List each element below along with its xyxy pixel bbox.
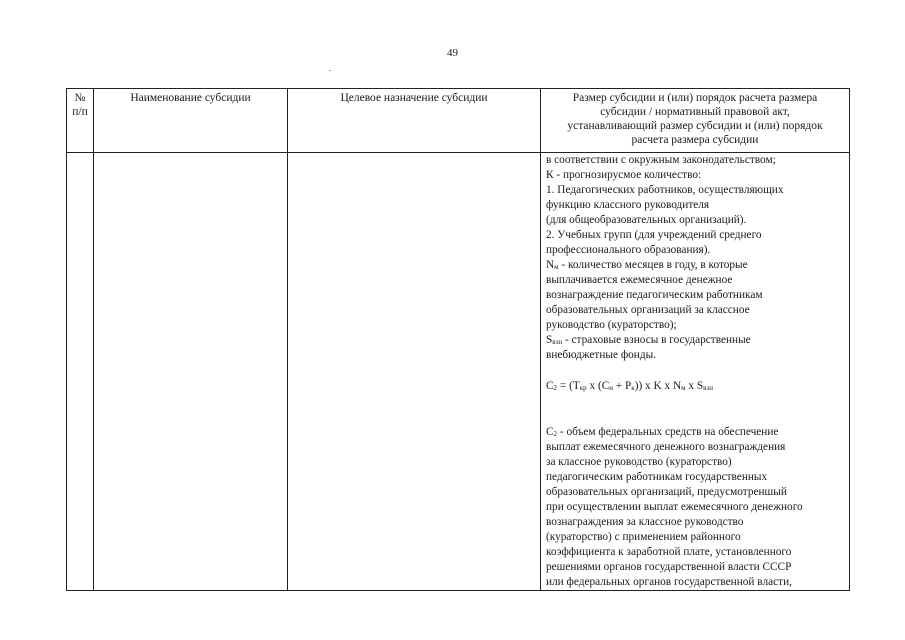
cell-subsidy-amount xyxy=(541,153,850,591)
text-line: (для общеобразовательных организаций). xyxy=(546,214,747,226)
text-line: функцию классного руководителя xyxy=(546,199,710,211)
text-line: внебюджетные фонды. xyxy=(546,349,657,361)
text-line: выплачивается ежемесячное денежное xyxy=(546,274,733,286)
header-number: № п/п xyxy=(67,89,94,153)
table-header-row xyxy=(67,89,850,153)
svzn-definition: $S_{взн}$ - страховые взносы в государственные xyxy=(546,334,751,346)
header-subsidy-amount: Размер субсидии и (или) порядок расчета размера субсидии / нормативный правовой акт, устанавливающий размер субсидии и (или) порядок расчета размера субсидии xyxy=(541,89,850,153)
header-subsidy-purpose: Целевое назначение субсидии xyxy=(288,89,541,153)
scan-speck xyxy=(329,70,331,71)
text-line: за классное руководство (кураторство) xyxy=(546,456,732,468)
text-line: профессионального образования). xyxy=(546,244,711,256)
text-line: образовательных организаций за классное xyxy=(546,304,750,316)
text-line: руководство (кураторство); xyxy=(546,319,677,331)
cell-subsidy-name xyxy=(94,153,288,591)
text-line: К - прогнозирусмое количество: xyxy=(546,169,702,181)
text-line: 2. Учебных групп (для учреждений среднего xyxy=(546,229,762,241)
text-line: вознаграждения за классное руководство xyxy=(546,516,744,528)
text-line: или федеральных органов государственной власти, xyxy=(546,576,792,588)
text-line: при осуществлении выплат ежемесячного денежного xyxy=(546,501,803,513)
text-line: вознаграждение педагогическим работникам xyxy=(546,289,763,301)
table-row xyxy=(67,153,850,591)
cell-subsidy-purpose xyxy=(288,153,541,591)
subsidy-table xyxy=(66,88,850,591)
formula: $C_2 = (T_{кр}$ x $(C_и + P_к)$) x K x $N_м$ x $S_{взн}$ xyxy=(546,380,713,392)
c2-definition: $C_2$ - объем федеральных средств на обеспечение xyxy=(546,426,779,438)
amount-text xyxy=(541,153,849,590)
text-line: 1. Педагогических работников, осуществляющих xyxy=(546,184,784,196)
text-line: решениями органов государственной власти СССР xyxy=(546,561,792,573)
text-line: образовательных организаций, предусмотреншый xyxy=(546,486,787,498)
page-number: 49 xyxy=(447,47,458,59)
text-line: (кураторство) с применением районного xyxy=(546,531,741,543)
header-subsidy-name: Наименование субсидии xyxy=(94,89,288,153)
text-line: выплат ежемесячного денежного вознаграждения xyxy=(546,441,786,453)
cell-number xyxy=(67,153,94,591)
nm-definition: $N_м$ - количество месяцев в году, в которые xyxy=(546,259,748,271)
text-line: педагогическим работникам государственных xyxy=(546,471,768,483)
text-line: коэффициента к заработной плате, установленного xyxy=(546,546,792,558)
text-line: в соответствии с окружным законодательством; xyxy=(546,154,776,166)
